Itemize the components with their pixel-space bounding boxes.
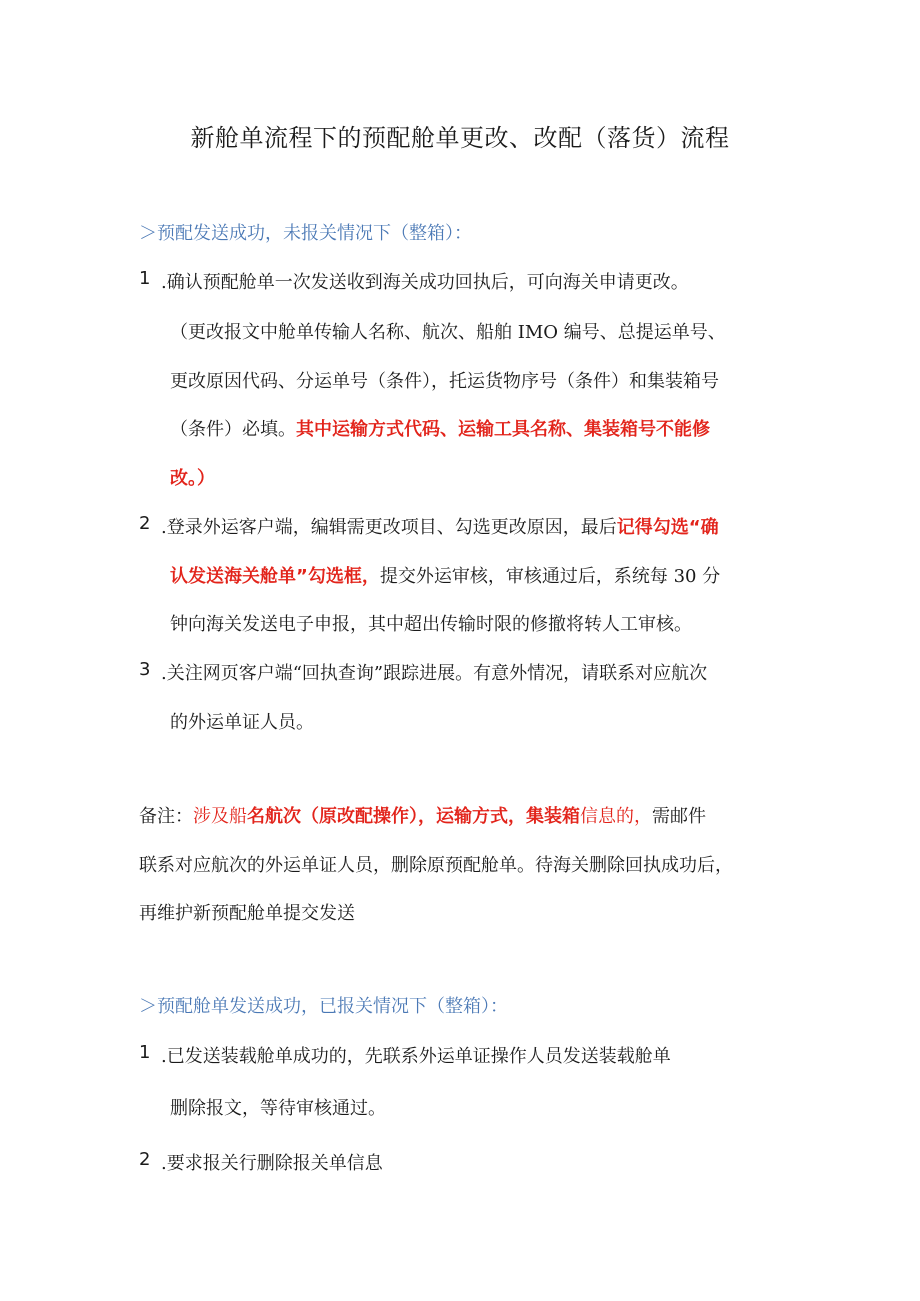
item1-line5-emphasis: 改。）	[170, 468, 215, 489]
item2-line1-emphasis: 记得勾选“确	[616, 517, 719, 538]
item3-line2: 的外运单证人员。	[170, 712, 314, 733]
note-label: 备注：	[139, 806, 193, 827]
note-emphasis-2: 名航次（原改配操作），运输方式，集装箱	[247, 806, 580, 827]
section2-heading: ＞预配舱单发送成功，已报关情况下（整箱）：	[139, 996, 508, 1017]
item1-line4-normal: （条件）必填。	[170, 419, 296, 440]
note-emphasis-1: 涉及船	[193, 806, 247, 827]
item2-line2	[170, 562, 720, 588]
s2-item1-number: 1	[139, 1042, 151, 1063]
s2-item1-line2: 删除报文，等待审核通过。	[170, 1098, 386, 1119]
note-line2: 联系对应航次的外运单证人员，删除原预配舱单。待海关删除回执成功后，	[139, 855, 733, 876]
item3-line1: .关注网页客户端“回执查询”跟踪进展。有意外情况，请联系对应航次	[161, 663, 708, 684]
note-rest: 需邮件	[652, 806, 706, 827]
page-title: 新舱单流程下的预配舱单更改、改配（落货）流程	[190, 124, 730, 152]
section1-heading: ＞预配发送成功，未报关情况下（整箱）：	[139, 223, 472, 244]
note-emphasis-3: 信息的，	[580, 806, 652, 827]
s2-item1-line1: .已发送装载舱单成功的，先联系外运单证操作人员发送装载舱单	[161, 1046, 671, 1067]
item2-line2-normal: 提交外运审核，审核通过后，系统每 30 分	[379, 566, 721, 587]
item1-line1: .确认预配舱单一次发送收到海关成功回执后，可向海关申请更改。	[161, 272, 689, 293]
item1-line3: 更改原因代码、分运单号（条件），托运货物序号（条件）和集装箱号	[170, 371, 719, 392]
item1-number: 1	[139, 268, 151, 289]
item1-line4-emphasis: 其中运输方式代码、运输工具名称、集装箱号不能修	[296, 419, 710, 440]
item3-number: 3	[139, 659, 151, 680]
item2-line3: 钟向海关发送电子申报，其中超出传输时限的修撤将转人工审核。	[170, 614, 692, 635]
item2-number: 2	[139, 513, 151, 534]
note-line3: 再维护新预配舱单提交发送	[139, 903, 355, 924]
item2-line1	[161, 513, 719, 539]
item1-line2: （更改报文中舱单传输人名称、航次、船舶 IMO 编号、总提运单号、	[170, 322, 726, 343]
item2-line2-emphasis: 认发送海关舱单”勾选框，	[170, 566, 380, 587]
item2-line1-normal: .登录外运客户端，编辑需更改项目、勾选更改原因，最后	[161, 517, 617, 538]
s2-item2-number: 2	[139, 1149, 151, 1170]
s2-item2-line1: .要求报关行删除报关单信息	[161, 1153, 383, 1174]
item1-line4	[170, 415, 710, 441]
note-line1	[139, 802, 706, 828]
